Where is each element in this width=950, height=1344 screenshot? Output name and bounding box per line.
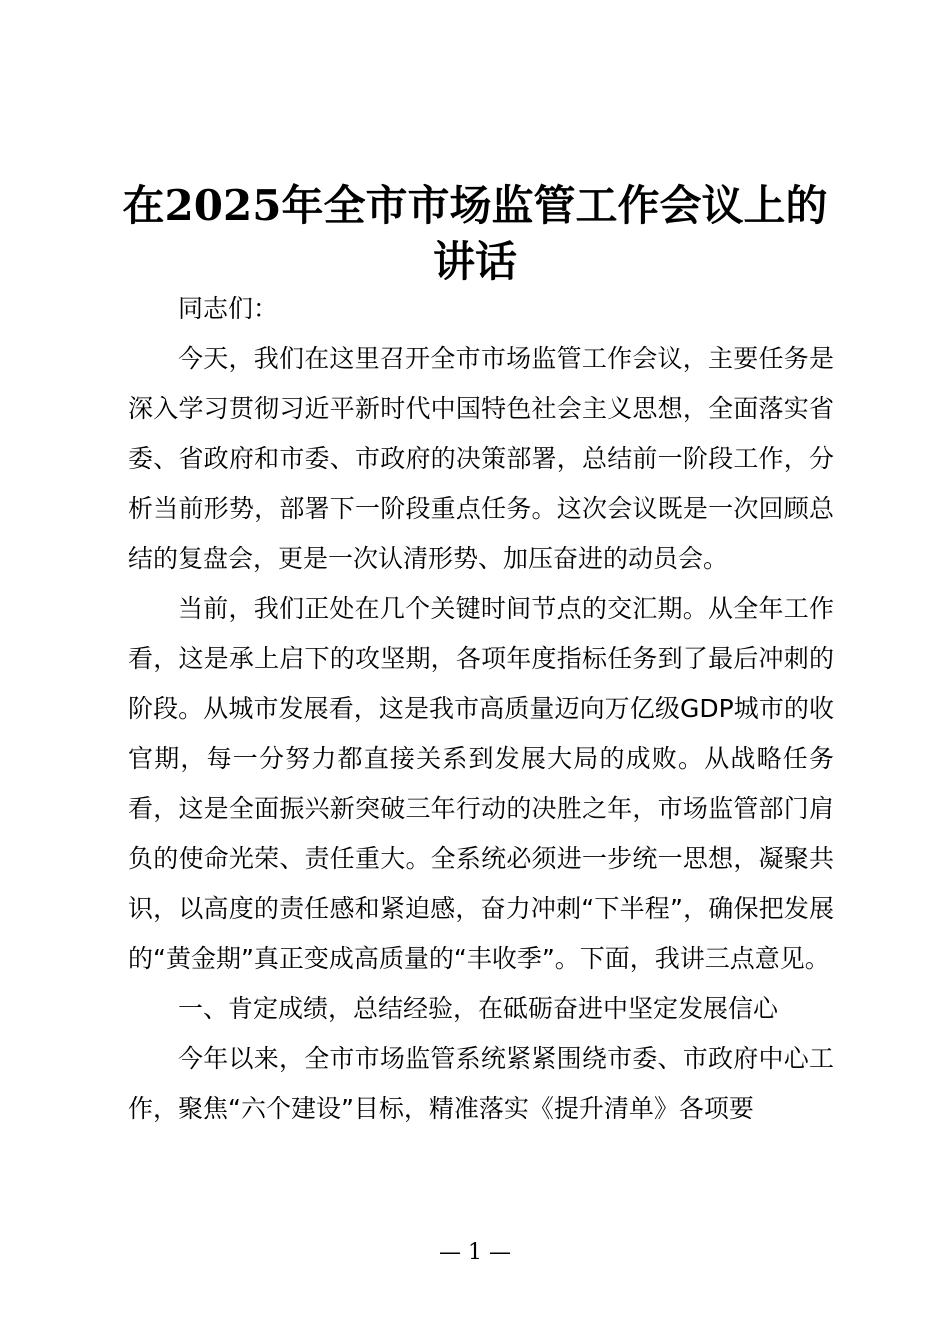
document-body [128,284,834,1134]
paragraph-opening: 今天，我们在这里召开全市市场监管工作会议，主要任务是深入学习贯彻习近平新时代中国特色社会主义思想，全面落实省委、省政府和市委、市政府的决策部署，总结前一阶段工作，分析当前形势，部署下一阶段重点任务。这次会议既是一次回顾总结的复盘会，更是一次认清形势、加压奋进的动员会。 [128,344,834,573]
page-number: — 1 — [439,1240,511,1265]
document-title: 在2025年全市市场监管工作会议上的讲话 [122,181,828,286]
section-paragraph: 今年以来，全市市场监管系统紧紧围绕市委、市政府中心工作，聚焦“六个建设”目标，精准落实《提升清单》各项要 [128,1044,834,1123]
paragraph-situation: 当前，我们正处在几个关键时间节点的交汇期。从全年工作看，这是承上启下的攻坚期，各项年度指标任务到了最后冲刺的阶段。从城市发展看，这是我市高质量迈向万亿级GDP城市的收官期，每一分努力都直接关系到发展大局的成败。从战略任务看，这是全面振兴新突破三年行动的决胜之年，市场监管部门肩负的使命光荣、责任重大。全系统必须进一步统一思想，凝聚共识，以高度的责任感和紧迫感，奋力冲刺“下半程”，确保把发展的“黄金期”真正变成高质量的“丰收季”。下面，我讲三点意见。 [128,594,834,973]
salutation: 同志们： [178,294,279,323]
section-heading: 一、肯定成绩，总结经验，在砥砺奋进中坚定发展信心 [178,994,779,1023]
